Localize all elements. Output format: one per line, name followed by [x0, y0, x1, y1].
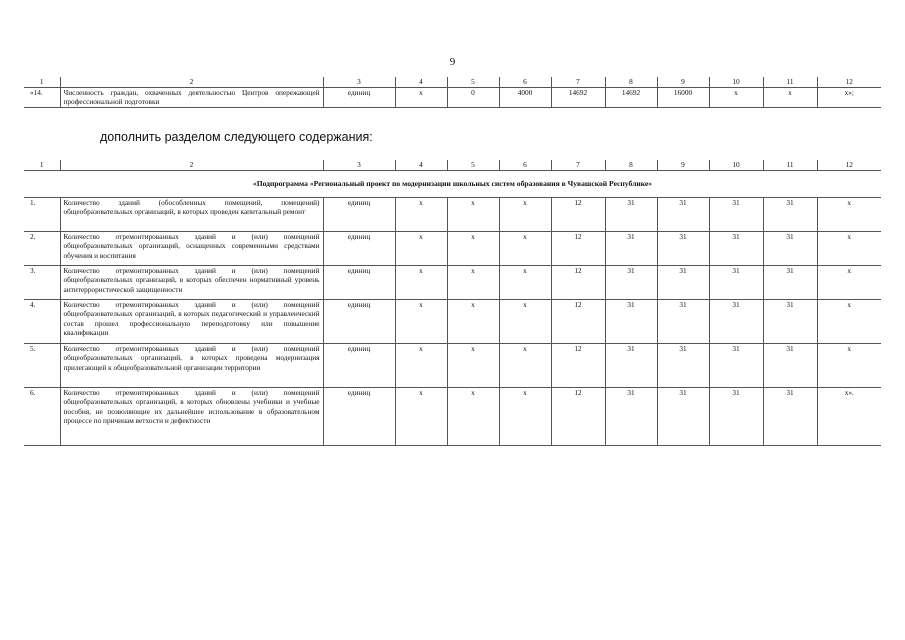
value-cell: х [395, 197, 447, 231]
indicator-description: Количество зданий (обособленных помещений, помещений) общеобразовательных организаций, в которых проведен капитальный ремонт [60, 197, 323, 231]
table-row [24, 231, 881, 265]
column-number-header: 10 [709, 77, 763, 87]
value-cell: х [499, 299, 551, 343]
column-number-header: 12 [817, 77, 881, 87]
value-cell: х [447, 231, 499, 265]
unit-cell: единиц [323, 231, 395, 265]
value-cell: 31 [709, 343, 763, 387]
unit-cell: единиц [323, 265, 395, 299]
value-cell: 31 [657, 231, 709, 265]
value-cell: х [817, 343, 881, 387]
column-number-header: 2 [60, 77, 323, 87]
value-cell: х [447, 387, 499, 445]
value-cell: 31 [657, 387, 709, 445]
value-cell: х [395, 265, 447, 299]
value-cell: 12 [551, 387, 605, 445]
value-cell: 31 [763, 265, 817, 299]
value-cell: 31 [605, 197, 657, 231]
value-cell: 31 [657, 265, 709, 299]
row-number: 1. [24, 197, 60, 231]
value-cell: х»; [817, 87, 881, 107]
value-cell: 31 [657, 299, 709, 343]
value-cell: х [395, 343, 447, 387]
value-cell: 12 [551, 265, 605, 299]
subprogram-title: «Подпрограмма «Региональный проект по модернизации школьных систем образования в Чувашской Республике» [24, 170, 881, 197]
value-cell: х [499, 265, 551, 299]
value-cell: 31 [709, 231, 763, 265]
value-cell: 14692 [605, 87, 657, 107]
column-number-header: 7 [551, 160, 605, 170]
column-number-header: 2 [60, 160, 323, 170]
column-number-header: 4 [395, 77, 447, 87]
table-row [24, 87, 881, 107]
indicator-description: Количество отремонтированных зданий и (или) помещений общеобразовательных организаций, в которых обеспечен нормативный уровень антитеррористической защищенности [60, 265, 323, 299]
column-number-header: 8 [605, 77, 657, 87]
indicator-description: Количество отремонтированных зданий и (или) помещений общеобразовательных организаций, в которых обновлены учебники и учебные пособия, не позволяющие их дальнейшее использование в образовательном процессе по причинам ветхости и дефектности [60, 387, 323, 445]
subprogram-indicators-table [24, 160, 881, 446]
value-cell: 12 [551, 231, 605, 265]
indicator-description: Количество отремонтированных зданий и (или) помещений общеобразовательных организаций, в которых педагогический и управленческий состав прошел профессиональную переподготовку или повышение квалификации [60, 299, 323, 343]
value-cell: 31 [763, 299, 817, 343]
value-cell: 31 [709, 299, 763, 343]
column-number-header: 1 [24, 77, 60, 87]
value-cell: х [395, 299, 447, 343]
value-cell: х [817, 299, 881, 343]
column-number-header: 9 [657, 77, 709, 87]
value-cell: 31 [657, 343, 709, 387]
value-cell: х [447, 343, 499, 387]
column-number-header: 6 [499, 160, 551, 170]
unit-cell: единиц [323, 299, 395, 343]
value-cell: х [447, 197, 499, 231]
value-cell: 31 [763, 387, 817, 445]
column-number-header: 3 [323, 160, 395, 170]
value-cell: 31 [605, 299, 657, 343]
column-number-header: 7 [551, 77, 605, 87]
value-cell: х [499, 197, 551, 231]
table-row [24, 387, 881, 445]
value-cell: х [763, 87, 817, 107]
value-cell: х [447, 265, 499, 299]
value-cell: 12 [551, 343, 605, 387]
value-cell: х [499, 387, 551, 445]
row-number: 2. [24, 231, 60, 265]
page-number: 9 [449, 56, 456, 68]
row-number: «14. [24, 87, 60, 107]
row-number: 5. [24, 343, 60, 387]
value-cell: 31 [657, 197, 709, 231]
indicator-description: Количество отремонтированных зданий и (или) помещений общеобразовательных организаций, оснащенных современными средствами обучения и воспитания [60, 231, 323, 265]
value-cell: х [499, 343, 551, 387]
unit-cell: единиц [323, 87, 395, 107]
value-cell: 31 [709, 387, 763, 445]
table-row [24, 197, 881, 231]
column-number-header: 3 [323, 77, 395, 87]
value-cell: х [395, 231, 447, 265]
value-cell: 31 [605, 265, 657, 299]
value-cell: 12 [551, 197, 605, 231]
indicator-description: Численность граждан, охваченных деятельностью Центров опережающей профессиональной подготовки [60, 87, 323, 107]
value-cell: 31 [763, 343, 817, 387]
subprogram-title-row [24, 170, 881, 197]
value-cell: 4000 [499, 87, 551, 107]
value-cell: х [395, 387, 447, 445]
column-number-header: 9 [657, 160, 709, 170]
value-cell: 31 [709, 265, 763, 299]
column-number-header: 4 [395, 160, 447, 170]
value-cell: 0 [447, 87, 499, 107]
column-number-row [24, 160, 881, 170]
row-number: 3. [24, 265, 60, 299]
column-number-header: 11 [763, 160, 817, 170]
value-cell: 31 [709, 197, 763, 231]
value-cell: х [817, 197, 881, 231]
column-number-header: 1 [24, 160, 60, 170]
table-row [24, 343, 881, 387]
value-cell: 12 [551, 299, 605, 343]
column-number-header: 5 [447, 77, 499, 87]
value-cell: х». [817, 387, 881, 445]
value-cell: 31 [763, 231, 817, 265]
unit-cell: единиц [323, 197, 395, 231]
table-row [24, 299, 881, 343]
unit-cell: единиц [323, 387, 395, 445]
row-number: 6. [24, 387, 60, 445]
value-cell: 31 [605, 231, 657, 265]
row-number: 4. [24, 299, 60, 343]
value-cell: 31 [605, 387, 657, 445]
column-number-header: 5 [447, 160, 499, 170]
table-row [24, 265, 881, 299]
value-cell: х [817, 265, 881, 299]
value-cell: 31 [763, 197, 817, 231]
value-cell: х [709, 87, 763, 107]
indicators-table-continued [24, 77, 881, 108]
section-heading: дополнить разделом следующего содержания: [100, 130, 373, 144]
value-cell: 31 [605, 343, 657, 387]
column-number-header: 6 [499, 77, 551, 87]
unit-cell: единиц [323, 343, 395, 387]
value-cell: 14692 [551, 87, 605, 107]
value-cell: 16000 [657, 87, 709, 107]
column-number-header: 10 [709, 160, 763, 170]
column-number-header: 11 [763, 77, 817, 87]
column-number-header: 8 [605, 160, 657, 170]
value-cell: х [447, 299, 499, 343]
indicator-description: Количество отремонтированных зданий и (или) помещений общеобразовательных организаций, в которых проведена модернизация прилегающей к общеобразовательной организации территории [60, 343, 323, 387]
value-cell: х [817, 231, 881, 265]
column-number-header: 12 [817, 160, 881, 170]
value-cell: х [499, 231, 551, 265]
value-cell: х [395, 87, 447, 107]
column-number-row [24, 77, 881, 87]
